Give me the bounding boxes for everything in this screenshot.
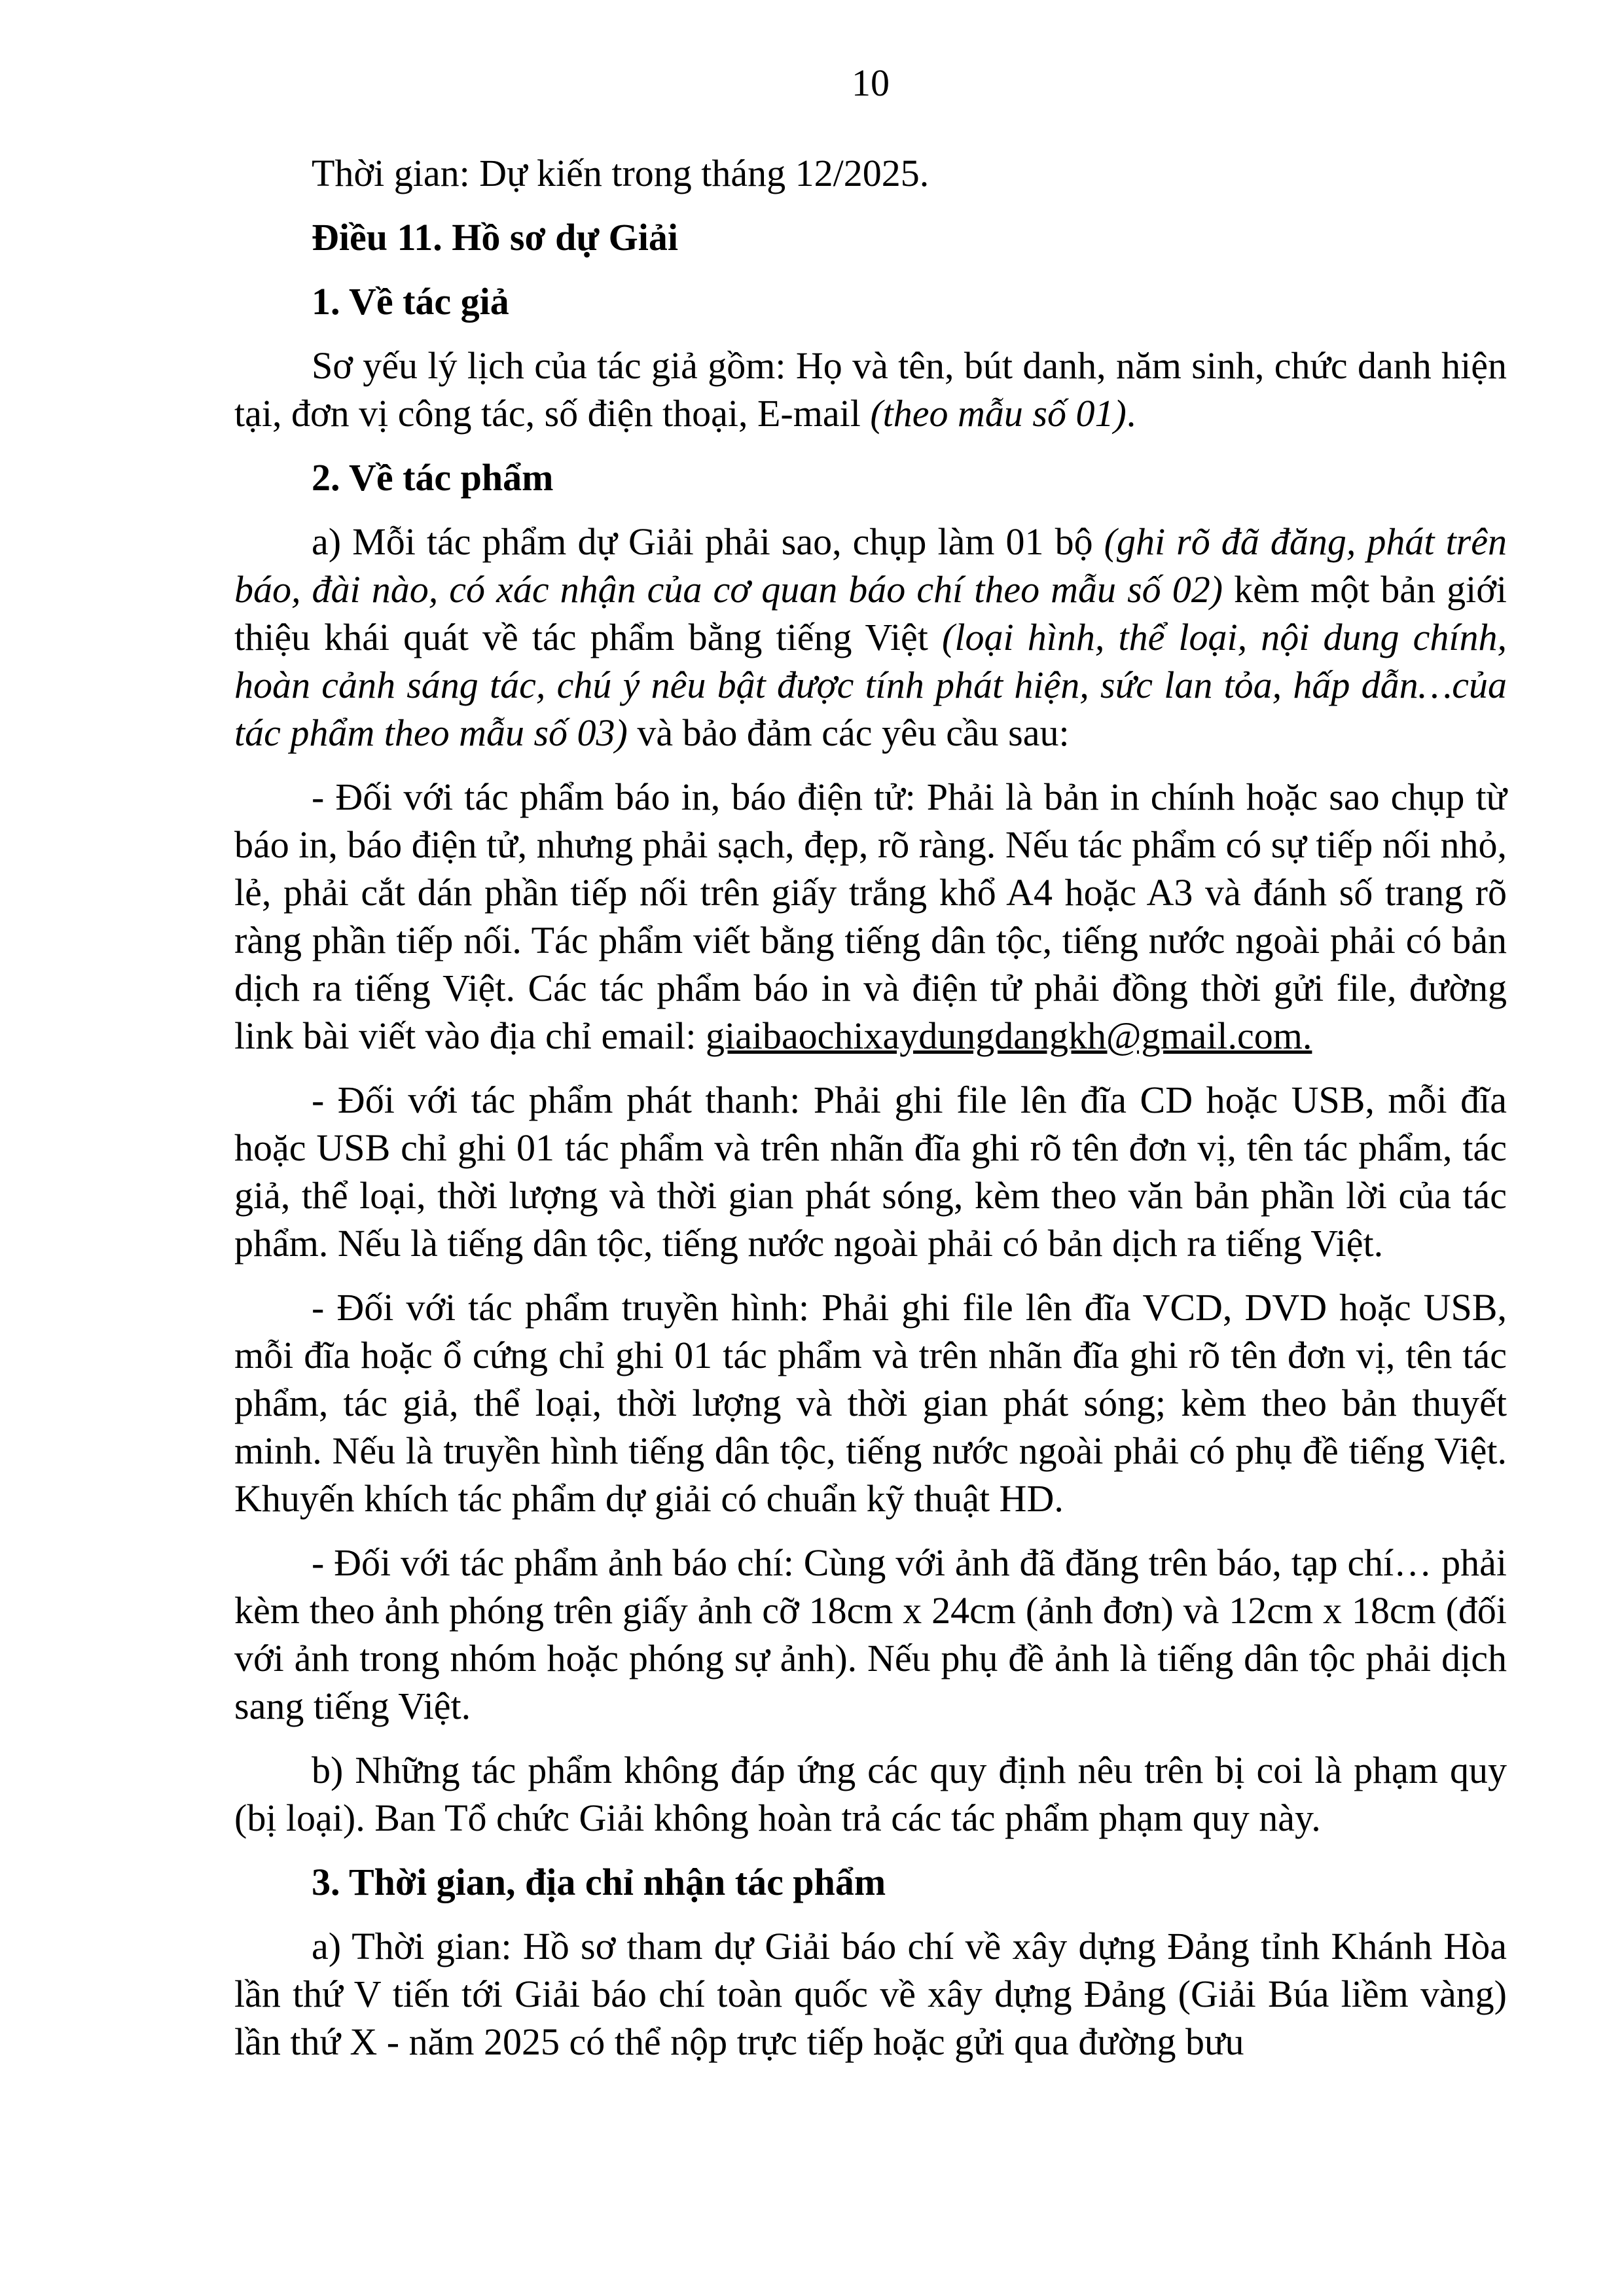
heading-section-2-text: 2. Về tác phẩm (312, 456, 554, 499)
paragraph-photo-works (234, 1539, 1507, 1730)
email-link: giaibaochixaydungdangkh@gmail.com. (705, 1014, 1312, 1057)
paragraph-submission-time (234, 1922, 1507, 2066)
paragraph-work-copies-form-ref-02: (ghi rõ đã đăng, phát trên báo, đài nào, có xác nhận của cơ quan báo chí theo mẫu số 02) (234, 520, 1507, 611)
document-body (234, 149, 1507, 2082)
paragraph-author-cv-period: . (1126, 392, 1136, 435)
paragraph-print-online-works-text: - Đối với tác phẩm báo in, báo điện tử: Phải là bản in chính hoặc sao chụp từ báo in, báo điện tử, nhưng phải sạch, đẹp, rõ ràng. Nếu tác phẩm có sự tiếp nối nhỏ, lẻ, phải cắt dán phần tiếp nối trên giấy trắng khổ A4 hoặc A3 và đánh số trang rõ ràng phần tiếp nối. Tác phẩm viết bằng tiếng dân tộc, tiếng nước ngoài phải có bản dịch ra tiếng Việt. Các tác phẩm báo in và điện tử phải đồng thời gửi file, đường link bài viết vào địa chỉ email: (234, 776, 1507, 1057)
paragraph-author-cv (234, 342, 1507, 437)
heading-article-11 (234, 213, 1507, 261)
paragraph-radio-works (234, 1076, 1507, 1267)
page-number: 10 (852, 62, 890, 104)
paragraph-radio-works-text: - Đối với tác phẩm phát thanh: Phải ghi file lên đĩa CD hoặc USB, mỗi đĩa hoặc USB chỉ ghi 01 tác phẩm và trên nhãn đĩa ghi rõ tên đơn vị, tên tác phẩm, tác giả, thể loại, thời lượng và thời gian phát sóng, kèm theo văn bản phần lời của tác phẩm. Nếu là tiếng dân tộc, tiếng nước ngoài phải có bản dịch ra tiếng Việt. (234, 1079, 1507, 1265)
heading-article-11-text: Điều 11. Hồ sơ dự Giải (312, 216, 679, 259)
heading-section-3-text: 3. Thời gian, địa chỉ nhận tác phẩm (312, 1861, 886, 1903)
paragraph-work-copies-text-3: và bảo đảm các yêu cầu sau: (627, 711, 1070, 754)
paragraph-submission-time-text: a) Thời gian: Hồ sơ tham dự Giải báo chí về xây dựng Đảng tỉnh Khánh Hòa lần thứ V tiến tới Giải báo chí toàn quốc về xây dựng Đảng (Giải Búa liềm vàng) lần thứ X - năm 2025 có thể nộp trực tiếp hoặc gửi qua đường bưu (234, 1925, 1507, 2063)
paragraph-television-works (234, 1283, 1507, 1522)
heading-section-2-works (234, 454, 1507, 501)
paragraph-work-copies-form-ref-03: (loại hình, thể loại, nội dung chính, hoàn cảnh sáng tác, chú ý nêu bật được tính phát hiện, sức lan tỏa, hấp dẫn…của tác phẩm theo mẫu số 03) (234, 616, 1507, 754)
paragraph-author-cv-form-ref: (theo mẫu số 01) (870, 392, 1127, 435)
heading-section-3-time-address (234, 1858, 1507, 1906)
paragraph-schedule-time (234, 149, 1507, 197)
paragraph-work-copies-text-2: kèm một bản giới thiệu khái quát về tác phẩm bằng tiếng Việt (234, 568, 1507, 658)
paragraph-author-cv-text: Sơ yếu lý lịch của tác giả gồm: Họ và tên, bút danh, năm sinh, chức danh hiện tại, đơn vị công tác, số điện thoại, E-mail (234, 344, 1507, 435)
paragraph-photo-works-text: - Đối với tác phẩm ảnh báo chí: Cùng với ảnh đã đăng trên báo, tạp chí… phải kèm theo ảnh phóng trên giấy ảnh cỡ 18cm x 24cm (ảnh đơn) và 12cm x 18cm (đối với ảnh trong nhóm hoặc phóng sự ảnh). Nếu phụ đề ảnh là tiếng dân tộc phải dịch sang tiếng Việt. (234, 1541, 1507, 1727)
heading-section-1-author (234, 278, 1507, 325)
paragraph-print-online-works (234, 773, 1507, 1060)
paragraph-invalid-works (234, 1746, 1507, 1842)
paragraph-invalid-works-text: b) Những tác phẩm không đáp ứng các quy định nêu trên bị coi là phạm quy (bị loại). Ban Tổ chức Giải không hoàn trả các tác phẩm phạm quy này. (234, 1749, 1507, 1839)
paragraph-schedule-time-text: Thời gian: Dự kiến trong tháng 12/2025. (312, 152, 929, 194)
paragraph-work-copies (234, 518, 1507, 757)
paragraph-television-works-text: - Đối với tác phẩm truyền hình: Phải ghi file lên đĩa VCD, DVD hoặc USB, mỗi đĩa hoặc ổ cứng chỉ ghi 01 tác phẩm và trên nhãn đĩa ghi rõ tên đơn vị, tên tác phẩm, tác giả, thể loại, thời lượng và thời gian phát sóng; kèm theo bản thuyết minh. Nếu là truyền hình tiếng dân tộc, tiếng nước ngoài phải có phụ đề tiếng Việt. Khuyến khích tác phẩm dự giải có chuẩn kỹ thuật HD. (234, 1286, 1507, 1520)
heading-section-1-text: 1. Về tác giả (312, 280, 509, 323)
paragraph-work-copies-text-1: a) Mỗi tác phẩm dự Giải phải sao, chụp làm 01 bộ (312, 520, 1104, 563)
